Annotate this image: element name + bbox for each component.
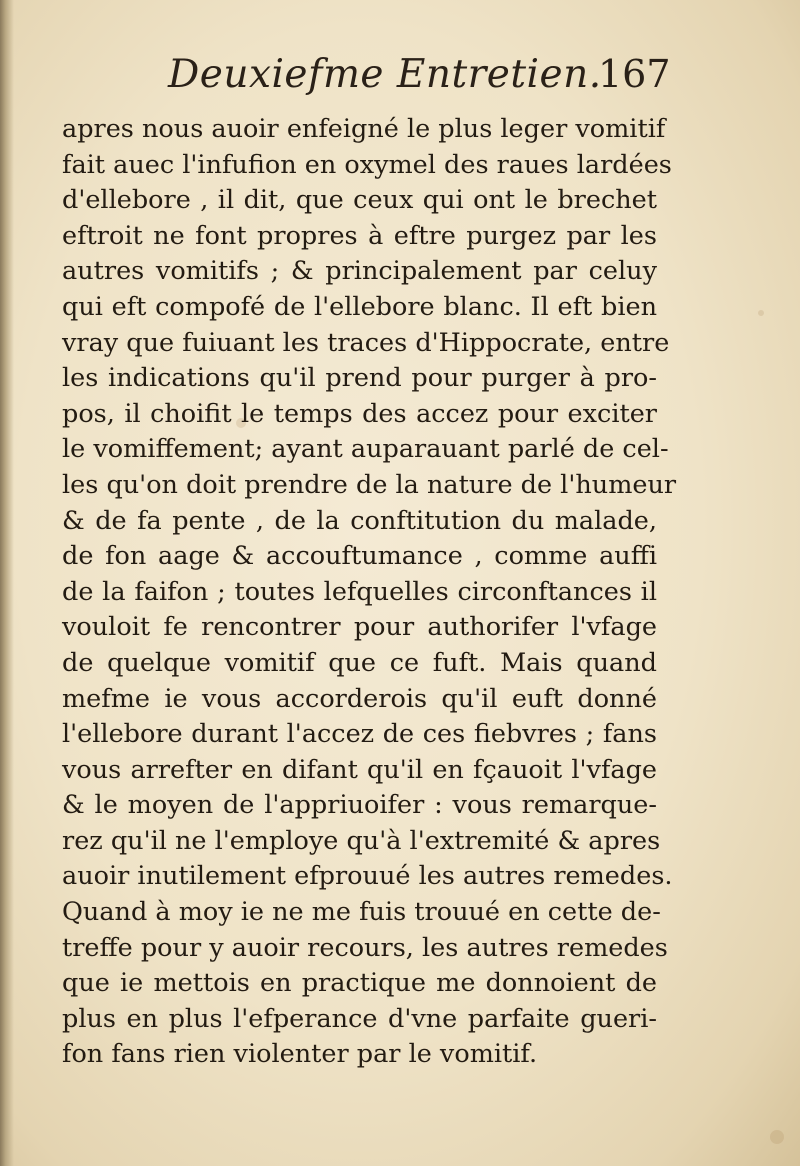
text-line: autres vomitifs ; & principalement par celuy [62,256,657,287]
text-line: plus en plus l'efperance d'vne parfaite gueri- [62,1003,657,1034]
text-line: vouloit fe rencontrer pour authorifer l'vfage [62,612,657,643]
text-line: les indications qu'il prend pour purger à pro- [62,363,657,394]
page-header [60,50,680,100]
text-line: le vomiffement; ayant auparauant parlé de cel- [62,434,669,465]
text-line: vous arrefter en difant qu'il en fçauoit l'vfage [62,754,657,785]
text-line: auoir inutilement efprouué les autres remedes. [62,861,673,892]
text-line: qui eft compofé de l'ellebore blanc. Il eft bien [62,291,657,322]
text-line: treffe pour y auoir recours, les autres remedes [62,932,668,963]
paper-stain [758,310,764,316]
binding-gutter [0,0,14,1166]
text-line: pos, il choifit le temps des accez pour exciter [62,398,657,429]
text-line: que ie mettois en practique me donnoient de [62,968,657,999]
text-line: rez qu'il ne l'employe qu'à l'extremité & apres [62,825,661,856]
text-line: mefme ie vous accorderois qu'il euft donné [62,683,657,714]
text-line: de fon aage & accouftumance , comme auffi [62,541,657,572]
text-line: & le moyen de l'appriuoifer : vous remarque- [62,790,657,821]
text-line: l'ellebore durant l'accez de ces fiebvres ; fans [62,719,657,750]
text-line: Quand à moy ie ne me fuis trouué en cette de- [62,897,661,928]
body-text [62,112,677,1073]
text-line: d'ellebore , il dit, que ceux qui ont le brechet [62,185,657,216]
text-line: de quelque vomitif que ce fuft. Mais quand [62,647,657,678]
page-number: 167 [598,52,671,96]
text-line: de la faifon ; toutes lefquelles circonftances il [62,576,657,607]
text-line: & de fa pente , de la conftitution du malade, [62,505,657,536]
text-line: apres nous auoir enfeigné le plus leger vomitif [62,114,666,144]
text-line: eftroit ne font propres à eftre purgez par les [62,220,657,251]
text-line: vray que fuiuant les traces d'Hippocrate, entre [62,327,670,358]
paper-stain [770,1130,784,1144]
text-line: fait auec l'infufion en oxymel des raues lardées [62,149,672,180]
text-line: les qu'on doit prendre de la nature de l'humeur [62,469,677,500]
text-line: fon fans rien violenter par le vomitif. [62,1039,538,1070]
running-title: Deuxiefme Entretien. [168,52,602,97]
